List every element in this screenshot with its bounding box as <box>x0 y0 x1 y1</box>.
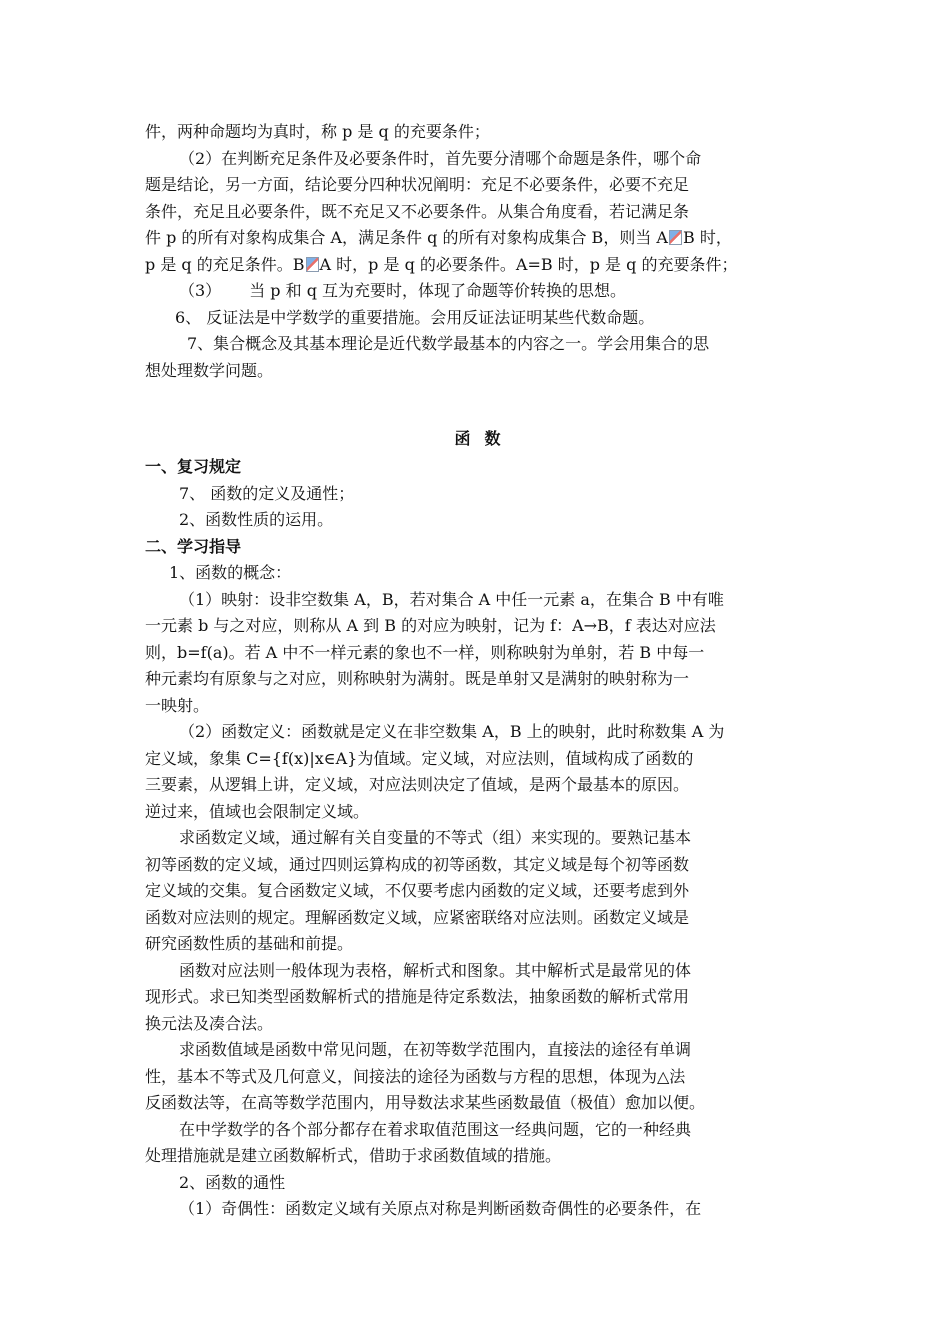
text-line <box>145 225 810 252</box>
text-line: 7、集合概念及其基本理论是近代数学最基本的内容之一。学会用集合的思 <box>187 334 710 353</box>
text-line: 逆过来，值域也会限制定义域。 <box>145 801 370 821</box>
text-line: 现形式。求已知类型函数解析式的措施是待定系数法，抽象函数的解析式常用 <box>145 987 690 1006</box>
text-line: 2、函数的通性 <box>179 1172 286 1192</box>
text-line: 换元法及凑合法。 <box>145 1013 274 1033</box>
text-line: 种元素均有原象与之对应，则称映射为满射。既是单射又是满射的映射称为一 <box>145 669 690 688</box>
text-line <box>145 278 810 305</box>
text-span: （3） <box>179 281 222 300</box>
text-line: 定义域，象集 C={f(x)|x∈A}为值域。定义域，对应法则，值域构成了函数的 <box>145 748 694 768</box>
text-line: 初等函数的定义域，通过四则运算构成的初等函数，其定义域是每个初等函数 <box>145 854 690 874</box>
text-span: p 是 q 的充足条件。B <box>145 254 305 274</box>
text-span: 件 p 的所有对象构成集合 A，满足条件 q 的所有对象构成集合 B，则当 A <box>145 228 668 247</box>
text-line: 1、函数的概念： <box>169 563 292 582</box>
text-line: （2）函数定义：函数就是定义在非空数集 A，B 上的映射，此时称数集 A 为 <box>179 722 725 741</box>
section-heading: 一、复习规定 <box>145 457 242 476</box>
text-line: 条件，充足且必要条件，既不充足又不必要条件。从集合角度看，若记满足条 <box>145 201 690 221</box>
text-line: （1）映射：设非空数集 A，B，若对集合 A 中任一元素 a，在集合 B 中有唯 <box>179 589 724 609</box>
text-line: 求函数值域是函数中常见问题，在初等数学范围内，直接法的途径有单调 <box>179 1040 692 1059</box>
section-title: 函数 <box>454 429 515 448</box>
text-line: 三要素，从逻辑上讲，定义域，对应法则决定了值域，是两个最基本的原因。 <box>145 775 690 794</box>
broken-image-icon <box>306 257 319 272</box>
text-line: 反函数法等，在高等数学范围内，用导数法求某些函数最值（极值）愈加以便。 <box>145 1093 706 1112</box>
text-span: B 时， <box>682 228 732 247</box>
document-body <box>145 119 810 1223</box>
text-line: 求函数定义域，通过解有关自变量的不等式（组）来实现的。要熟记基本 <box>179 828 692 847</box>
text-line: 想处理数学问题。 <box>145 360 274 380</box>
text-line <box>145 252 810 279</box>
text-line: （1）奇偶性：函数定义域有关原点对称是判断函数奇偶性的必要条件，在 <box>179 1199 702 1218</box>
text-span: A 时，p 是 q 的必要条件。A=B 时，p 是 q 的充要条件； <box>319 254 738 274</box>
text-line: 函数对应法则一般体现为表格，解析式和图象。其中解析式是最常见的体 <box>179 960 692 980</box>
text-line: 题是结论，另一方面，结论要分四种状况阐明：充足不必要条件，必要不充足 <box>145 175 690 194</box>
text-line: （2）在判断充足条件及必要条件时，首先要分清哪个命题是条件，哪个命 <box>179 148 702 168</box>
broken-image-icon <box>669 230 682 245</box>
text-line: 定义域的交集。复合函数定义域，不仅要考虑内函数的定义域，还要考虑到外 <box>145 881 690 900</box>
text-line: 7、 函数的定义及通性； <box>179 483 355 503</box>
text-line: 则，b=f(a)。若 A 中不一样元素的象也不一样，则称映射为单射，若 B 中每一 <box>145 642 705 662</box>
text-line: 处理措施就是建立函数解析式，借助于求函数值域的措施。 <box>145 1146 562 1165</box>
text-line: 一元素 b 与之对应，则称从 A 到 B 的对应为映射，记为 f：A→B，f 表达对应法 <box>145 616 716 635</box>
text-line: 6、 反证法是中学数学的重要措施。会用反证法证明某些代数命题。 <box>175 307 655 327</box>
section-heading: 二、学习指导 <box>145 536 242 556</box>
text-span: 当 p 和 q 互为充要时，体现了命题等价转换的思想。 <box>249 281 627 300</box>
text-line: 在中学数学的各个部分都存在着求取值范围这一经典问题，它的一种经典 <box>179 1119 692 1139</box>
text-line: 一映射。 <box>145 695 210 715</box>
text-line: 2、函数性质的运用。 <box>179 510 334 529</box>
text-line: 函数对应法则的规定。理解函数定义域，应紧密联络对应法则。函数定义域是 <box>145 907 690 927</box>
text-line: 研究函数性质的基础和前提。 <box>145 934 354 953</box>
text-line: 件，两种命题均为真时，称 p 是 q 的充要条件； <box>145 122 490 141</box>
text-line: 性，基本不等式及几何意义，间接法的途径为函数与方程的思想，体现为△法 <box>145 1066 686 1086</box>
